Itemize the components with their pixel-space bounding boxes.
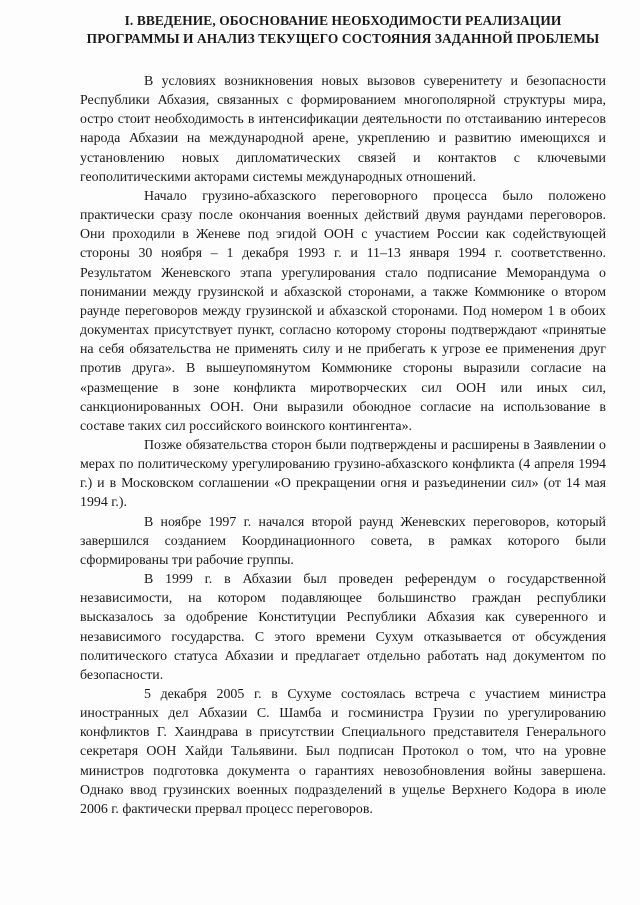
section-heading-line-1: I. ВВЕДЕНИЕ, ОБОСНОВАНИЕ НЕОБХОДИМОСТИ РЕАЛИЗАЦИИ (124, 13, 562, 28)
section-heading (80, 12, 606, 48)
paragraph-2: Начало грузино-абхазского переговорного процесса было положено практически сразу после окончания военных действий двумя раундами переговоров. Они проходили в Женеве под эгидой ООН с участием России как содействующей стороны 30 ноября – 1 декабря 1993 г. и 11–13 января 1994 г. соответственно. Результатом Женевского этапа урегулирования стало подписание Меморандума о понимании между грузинской и абхазской сторонами, а также Коммюнике о втором раунде переговоров между грузинской и абхазской сторонами. Под номером 1 в обоих документах присутствует пункт, согласно которому стороны подтверждают «принятые на себя обязательства не применять силу и не прибегать к угрозе ее применения друг против друга». В вышеупомянутом Коммюнике стороны выразили согласие на «размещение в зоне конфликта миротворческих сил ООН или иных сил, санкционированных ООН. Они выразили обоюдное согласие на использование в составе таких сил российского воинского контингента». (80, 188, 606, 434)
paragraph-5: В 1999 г. в Абхазии был проведен референдум о государственной независимости, на котором подавляющее большинство граждан республики высказалось за одобрение Конституции Республики Абхазия как суверенного и независимого государства. С этого времени Сухум отказывается от обсуждения политического статуса Абхазии и предлагает отдельно работать над документом по безопасности. (80, 572, 606, 683)
paragraph-1: В условиях возникновения новых вызовов суверенитету и безопасности Республики Абхазия, связанных с формированием многополярной структуры мира, остро стоит необходимость в интенсификации деятельности по отстаиванию интересов народа Абхазии на международной арене, укреплению и развитию имеющихся и установлению новых дипломатических связей и контактов с ключевыми геополитическими акторами системы международных отношений. (80, 74, 606, 185)
paragraph-3: Позже обязательства сторон были подтверждены и расширены в Заявлении о мерах по политическому урегулированию грузино-абхазского конфликта (4 апреля 1994 г.) и в Московском соглашении «О прекращении огня и разъединении сил» (от 14 мая 1994 г.). (80, 437, 606, 511)
paragraph-4: В ноябре 1997 г. начался второй раунд Женевских переговоров, который завершился созданием Координационного совета, в рамках которого были сформированы три рабочие группы. (80, 514, 606, 568)
paragraph-6: 5 декабря 2005 г. в Сухуме состоялась встреча с участием министра иностранных дел Абхазии С. Шамба и госминистра Грузии по урегулированию конфликтов Г. Хаиндрава в присутствии Специального представителя Генерального секретаря ООН Хайди Тальявини. Был подписан Протокол о том, что на уровне министров подготовка документа о гарантиях невозобновления войны завершена. Однако ввод грузинских военных подразделений в ущелье Верхнего Кодора в июле 2006 г. фактически прервал процесс переговоров. (80, 687, 606, 817)
document-body (80, 72, 606, 819)
section-heading-line-2: ПРОГРАММЫ И АНАЛИЗ ТЕКУЩЕГО СОСТОЯНИЯ ЗАДАННОЙ ПРОБЛЕМЫ (86, 31, 600, 46)
